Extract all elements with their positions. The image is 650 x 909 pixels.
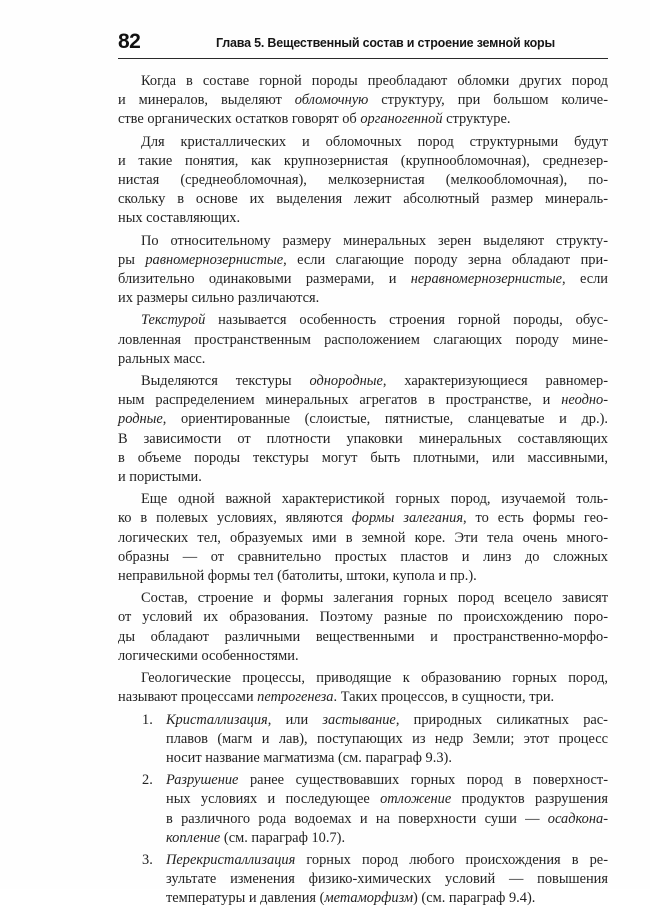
paragraph-line: Для кристаллических и обломочных пород структурными будут xyxy=(141,133,608,150)
italic-term: органогенной xyxy=(360,111,443,128)
list-item-line: плавов (магм и лав), поступающих из недр Земли; этот процесс xyxy=(166,730,608,747)
body-text xyxy=(118,72,608,909)
paragraph-line: Состав, строение и формы залегания горных пород всецело зависят xyxy=(141,590,608,607)
list-item-line: Разрушение ранее существовавших горных пород в поверхност- xyxy=(166,772,608,789)
list-item-line: Перекристаллизация горных пород любого происхождения в ре- xyxy=(166,851,608,868)
paragraph xyxy=(118,372,608,487)
list-item-number: 2. xyxy=(142,772,153,789)
italic-term: копление xyxy=(166,829,221,846)
list-item xyxy=(118,771,608,848)
paragraph-line: ным распределением минеральных агрегатов в пространстве, и неодно- xyxy=(118,392,608,409)
paragraph-group xyxy=(118,72,608,708)
paragraph xyxy=(118,232,608,309)
paragraph-line: ко в полевых условиях, являются формы залегания, то есть формы гео- xyxy=(118,510,608,527)
paragraph-line: называют процессами петрогенеза. Таких процессов, в сущности, три. xyxy=(118,689,555,706)
list-item-line: Кристаллизация, или застывание, природных силикатных рас- xyxy=(166,711,608,728)
list-item-line: зультате изменения физико-химических условий — повышения xyxy=(166,871,608,888)
numbered-list xyxy=(118,711,608,909)
paragraph-line: стве органических остатков говорят об органогенной структуре. xyxy=(118,111,511,128)
page-header xyxy=(118,28,608,59)
page-number: 82 xyxy=(118,30,141,53)
italic-term: отложение xyxy=(380,791,452,808)
italic-term: неодно- xyxy=(561,392,608,409)
paragraph-line: ры равномернозернистые, если слагающие породу зерна обладают при- xyxy=(118,251,608,268)
paragraph-line: ных составляющих. xyxy=(118,210,241,227)
paragraph-line: родные, ориентированные (слоистые, пятнистые, сланцеватые и др.). xyxy=(118,411,608,428)
paragraph-line: и пористыми. xyxy=(118,469,202,486)
italic-term: родные xyxy=(118,411,163,428)
paragraph-line: образны — от сравнительно простых пластов и линз до сложных xyxy=(118,548,608,565)
italic-term: обломочную xyxy=(294,92,369,109)
paragraph xyxy=(118,589,608,666)
list-item-number: 1. xyxy=(142,711,153,728)
paragraph-line: их размеры сильно различаются. xyxy=(118,290,320,307)
italic-term: однородные xyxy=(309,373,383,390)
paragraph-line: и минералов, выделяют обломочную структуру, при большом количе- xyxy=(118,92,608,109)
paragraph-line: логическими особенностями. xyxy=(118,647,299,664)
italic-term: петрогенеза xyxy=(257,689,334,706)
list-item-line: ных условиях и последующее отложение продуктов разрушения xyxy=(166,791,608,808)
paragraph-line: Когда в составе горной породы преобладают обломки других пород xyxy=(141,73,608,89)
list-item-line: температуры и давления (метаморфизм) (см. параграф 9.4). xyxy=(166,890,536,907)
italic-term: осадкона- xyxy=(547,810,608,827)
paragraph xyxy=(118,669,608,707)
italic-term: Перекристаллизация xyxy=(166,851,296,868)
italic-term: метаморфизм xyxy=(324,890,414,907)
list-item-number: 3. xyxy=(142,851,153,868)
paragraph xyxy=(118,133,608,229)
paragraph xyxy=(118,311,608,369)
paragraph-line: и такие понятия, как крупнозернистая (крупнообломочная), среднезер- xyxy=(118,152,608,169)
paragraph-line: от условий их образования. Поэтому разные по происхождению поро- xyxy=(118,609,608,626)
paragraph-line: близительно одинаковыми размерами, и неравномернозернистые, если xyxy=(118,271,608,288)
italic-term: Кристаллизация xyxy=(166,711,268,728)
paragraph-line: ловленная пространственным расположением слагающих породу мине- xyxy=(118,331,608,348)
list-item-line: копление (см. параграф 10.7). xyxy=(166,829,346,846)
paragraph-line: в объеме породы текстуры могут быть плотными, или массивными, xyxy=(118,449,608,466)
paragraph-line: Текстурой называется особенность строения горной породы, обус- xyxy=(141,312,608,329)
paragraph xyxy=(118,490,608,586)
paragraph-line: Еще одной важной характеристикой горных пород, изучаемой толь- xyxy=(141,491,608,508)
list-item xyxy=(118,711,608,769)
paragraph-line: ральных масс. xyxy=(118,350,206,367)
paragraph-line: По относительному размеру минеральных зерен выделяют структу- xyxy=(141,232,608,249)
paragraph-line: скольку в основе их выделения лежит абсолютный размер минераль- xyxy=(118,191,608,208)
italic-term: формы залегания xyxy=(351,510,464,527)
italic-term: застывание xyxy=(322,711,396,728)
paragraph-line: В зависимости от плотности упаковки минеральных составляющих xyxy=(118,430,608,447)
list-item xyxy=(118,851,608,909)
list-item-line: в различного рода водоемах и на поверхности суши — осадкона- xyxy=(166,810,608,827)
italic-term: равномернозернистые xyxy=(145,251,284,268)
paragraph-line: нистая (среднеобломочная), мелкозернистая (мелкообломочная), по- xyxy=(118,172,608,189)
paragraph xyxy=(118,72,608,130)
italic-term: неравномернозернистые xyxy=(410,271,563,288)
paragraph-line: ды обладают различными вещественными и пространственно-морфо- xyxy=(118,628,608,645)
italic-term: Разрушение xyxy=(166,772,239,789)
paragraph-line: Геологические процессы, приводящие к образованию горных пород, xyxy=(141,670,608,687)
list-item-line: носит название магматизма (см. параграф 9.3). xyxy=(166,749,452,766)
running-head: Глава 5. Вещественный состав и строение земной коры xyxy=(216,36,555,50)
paragraph-line: неправильной формы тел (батолиты, штоки, купола и пр.). xyxy=(118,568,477,585)
italic-term: Текстурой xyxy=(141,312,206,329)
paragraph-line: Выделяются текстуры однородные, характеризующиеся равномер- xyxy=(141,373,608,390)
paragraph-line: логических тел, образуемых ими в земной коре. Эти тела очень много- xyxy=(118,529,608,546)
